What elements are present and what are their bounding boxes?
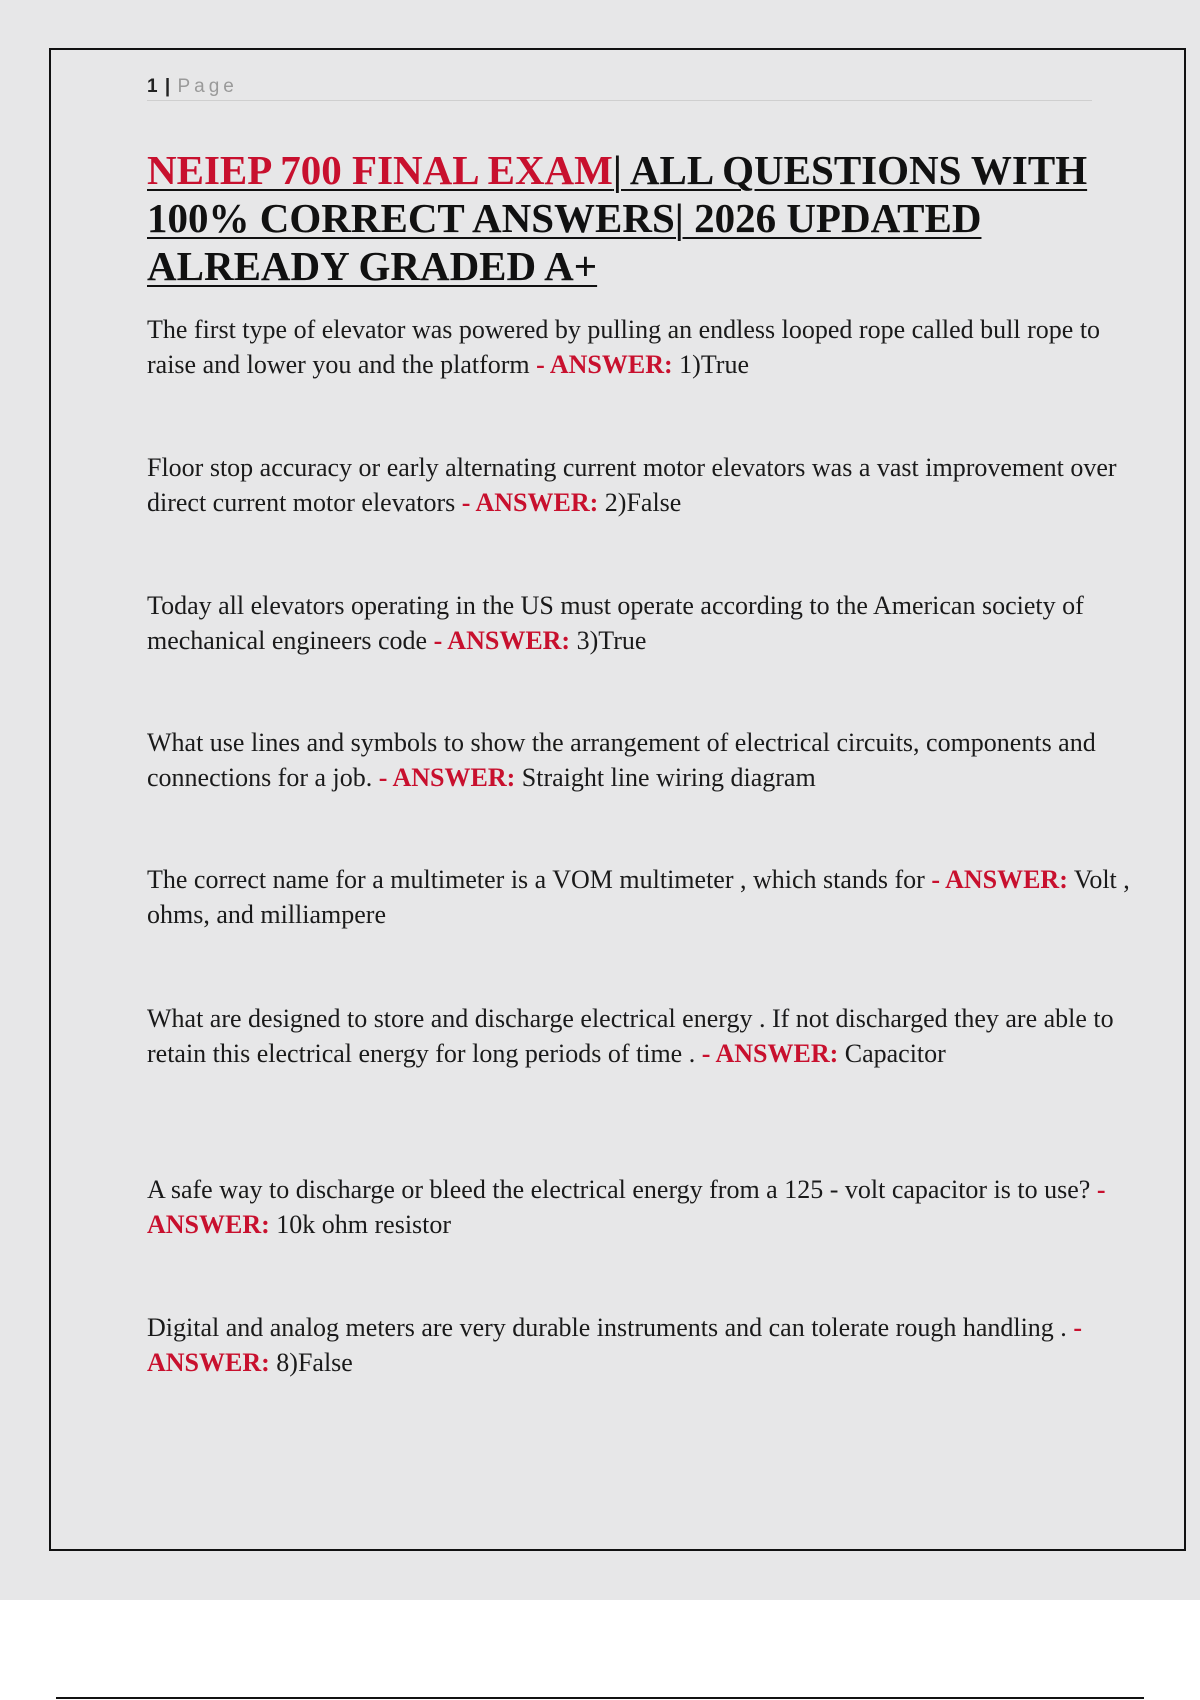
page-number: 1 (147, 76, 158, 97)
question-item (147, 725, 1137, 795)
page-label: Page (177, 76, 238, 97)
answer-label: - ANSWER: (931, 865, 1068, 894)
answer-text: 1)True (679, 350, 749, 379)
question-item (147, 1001, 1137, 1071)
document-page (49, 48, 1186, 1551)
answer-label: - ANSWER: (147, 1313, 1082, 1377)
question-text: Floor stop accuracy or early alternating current motor elevators was a vast improvement over direct current motor elevators (147, 453, 1117, 517)
answer-text: 8)False (276, 1348, 353, 1377)
question-text: Today all elevators operating in the US must operate according to the American society of mechanical engineers code (147, 591, 1084, 655)
answer-label: - ANSWER: (536, 350, 673, 379)
question-item (147, 1310, 1137, 1380)
question-text: What are designed to store and discharge electrical energy . If not discharged they are able to retain this electrical energy for long periods of time . (147, 1004, 1114, 1068)
question-item (147, 450, 1137, 520)
answer-text: 2)False (604, 488, 682, 517)
question-item (147, 588, 1137, 658)
answer-text: 10k ohm resistor (276, 1210, 452, 1239)
page-separator: | (164, 76, 171, 97)
question-item (147, 1172, 1137, 1242)
next-page-top-border (56, 1697, 1144, 1699)
question-item (147, 312, 1137, 382)
question-item (147, 862, 1137, 932)
answer-label: - ANSWER: (433, 626, 571, 655)
question-text: The first type of elevator was powered by pulling an endless looped rope called bull rope to raise and lower you and the platform (147, 315, 1101, 379)
question-text: What use lines and symbols to show the arrangement of electrical circuits, components and connections for a job. (147, 728, 1096, 792)
answer-label: - ANSWER: (701, 1039, 839, 1068)
answer-label: - ANSWER: (461, 488, 599, 517)
document-title (147, 146, 1107, 290)
title-rest: | ALL QUESTIONS WITH 100% CORRECT ANSWERS| 2026 UPDATED ALREADY GRADED A+ (147, 147, 1088, 289)
answer-label: - ANSWER: (147, 1175, 1106, 1239)
answer-text: 3)True (576, 626, 647, 655)
answer-label: - ANSWER: (378, 763, 516, 792)
answer-text: Volt , ohms, and milliampere (147, 865, 1130, 929)
answer-text: Capacitor (844, 1039, 946, 1068)
question-text: Digital and analog meters are very durable instruments and can tolerate rough handling . (147, 1313, 1067, 1342)
answer-text: Straight line wiring diagram (521, 763, 816, 792)
question-text: The correct name for a multimeter is a VOM multimeter , which stands for (147, 865, 925, 894)
title-highlight: NEIEP 700 FINAL EXAM (147, 147, 613, 193)
page-header (147, 74, 1092, 101)
question-text: A safe way to discharge or bleed the electrical energy from a 125 - volt capacitor is to use? (147, 1175, 1091, 1204)
